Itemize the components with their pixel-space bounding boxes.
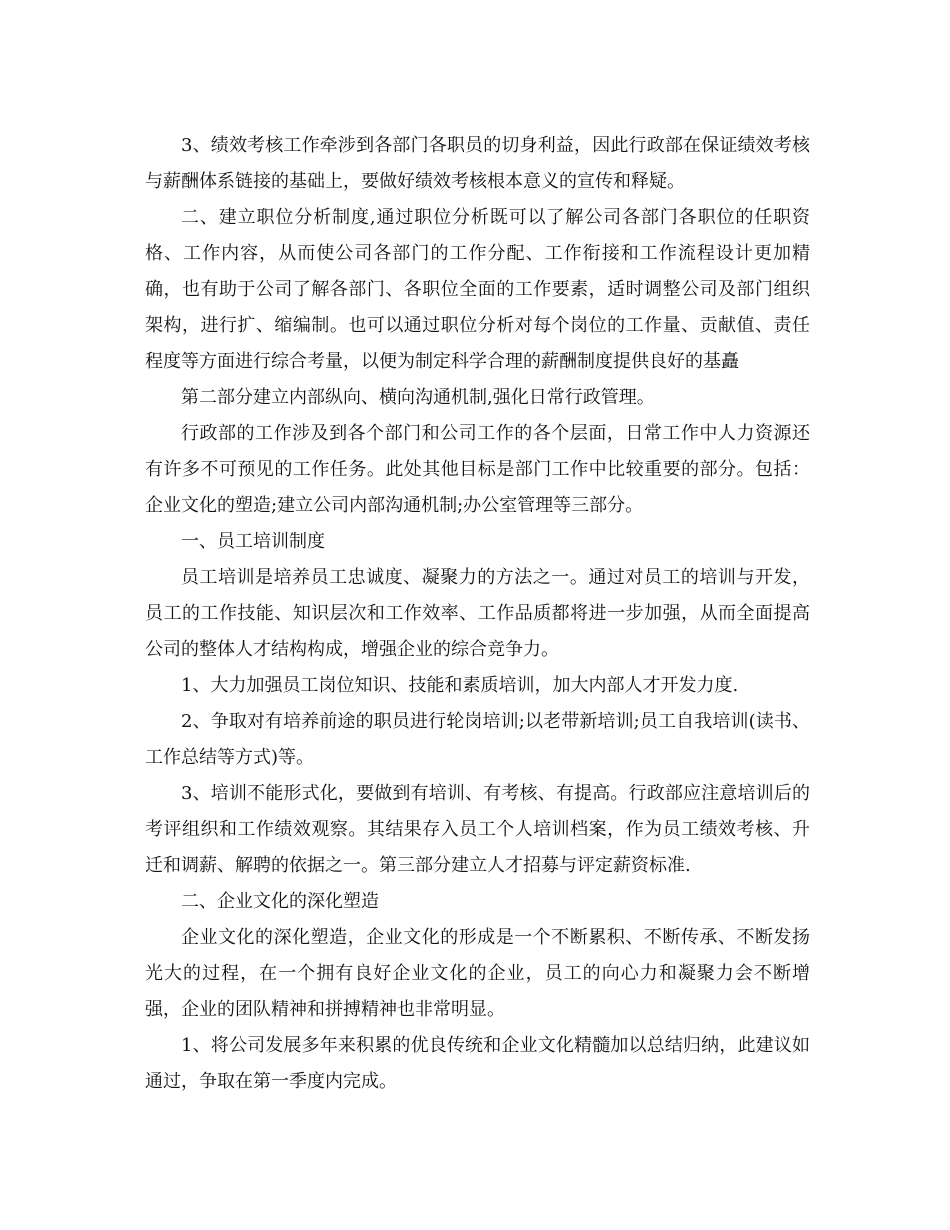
subheading-corporate-culture: 二、企业文化的深化塑造 — [181, 891, 379, 912]
subheading-staff-training: 一、员工培训制度 — [181, 531, 325, 552]
paragraph-corporate-culture: 企业文化的深化塑造，企业文化的形成是一个不断累积、不断传承、不断发扬光大的过程，在一个拥有良好企业文化的企业，员工的向心力和凝聚力会不断增强，企业的团队精神和拼搏精神也非常明显。 — [145, 927, 810, 1020]
document-body — [145, 128, 810, 1100]
list-item-training-3: 3、培训不能形式化，要做到有培训、有考核、有提高。行政部应注意培训后的考评组织和工作绩效观察。其结果存入员工个人培训档案，作为员工绩效考核、升迁和调薪、解聘的依据之一。第三部分建立人才招募与评定薪资标准. — [145, 783, 810, 876]
paragraph-training-purpose: 员工培训是培养员工忠诚度、凝聚力的方法之一。通过对员工的培训与开发，员工的工作技能、知识层次和工作效率、工作品质都将进一步加强，从而全面提高公司的整体人才结构构成，增强企业的综合竞争力。 — [145, 567, 810, 660]
paragraph-job-analysis: 二、建立职位分析制度,通过职位分析既可以了解公司各部门各职位的任职资格、工作内容，从而使公司各部门的工作分配、工作衔接和工作流程设计更加精确，也有助于公司了解各部门、各职位全面的工作要素，适时调整公司及部门组织架构，进行扩、缩编制。也可以通过职位分析对每个岗位的工作量、贡献值、责任程度等方面进行综合考量，以便为制定科学合理的薪酬制度提供良好的基矗 — [145, 207, 810, 372]
paragraph-admin-scope: 行政部的工作涉及到各个部门和公司工作的各个层面，日常工作中人力资源还有许多不可预见的工作任务。此处其他目标是部门工作中比较重要的部分。包括：企业文化的塑造;建立公司内部沟通机制;办公室管理等三部分。 — [145, 423, 810, 516]
list-item-training-2: 2、争取对有培养前途的职员进行轮岗培训;以老带新培训;员工自我培训(读书、工作总结等方式)等。 — [145, 711, 810, 768]
paragraph-performance-appraisal: 3、绩效考核工作牵涉到各部门各职员的切身利益，因此行政部在保证绩效考核与薪酬体系链接的基础上，要做好绩效考核根本意义的宣传和释疑。 — [145, 135, 810, 192]
section-heading-part-two: 第二部分建立内部纵向、横向沟通机制,强化日常行政管理。 — [181, 387, 655, 408]
list-item-training-1: 1、大力加强员工岗位知识、技能和素质培训，加大内部人才开发力度. — [181, 675, 739, 696]
list-item-culture-1: 1、将公司发展多年来积累的优良传统和企业文化精髓加以总结归纳，此建议如通过，争取在第一季度内完成。 — [145, 1035, 810, 1092]
